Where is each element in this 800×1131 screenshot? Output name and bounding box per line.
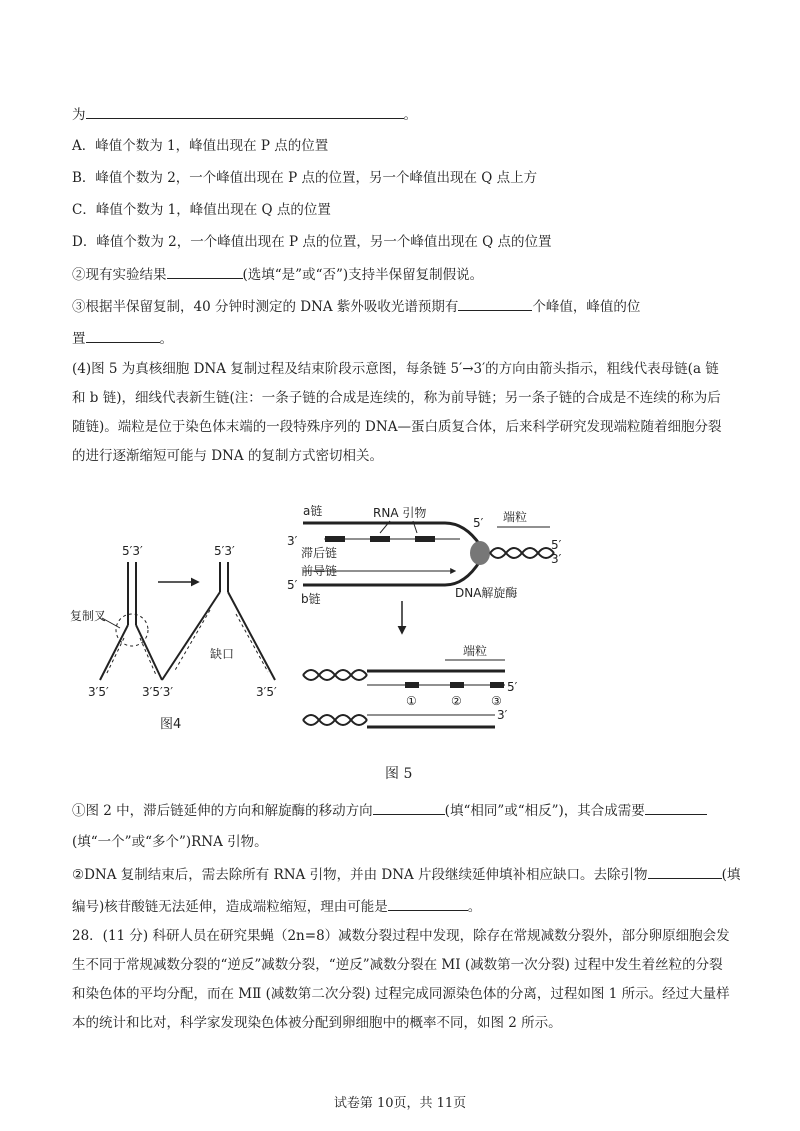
label-1: ① bbox=[406, 694, 417, 708]
item-2-text-a: ②现有实验结果 bbox=[72, 267, 167, 283]
question-2 bbox=[72, 864, 741, 885]
fig4-left-diagram bbox=[70, 544, 162, 699]
question-2-cont bbox=[72, 896, 732, 917]
blank bbox=[86, 104, 404, 119]
fig4-label-top-right: 5′3′ bbox=[214, 544, 235, 558]
blank bbox=[167, 264, 243, 279]
fig4-bottom-left: 3′5′ bbox=[88, 685, 109, 699]
label-3: ③ bbox=[491, 694, 502, 708]
three-prime-top: 3′ bbox=[287, 534, 298, 548]
fig4-caption: 图4 bbox=[160, 717, 182, 732]
three-prime-right: 3′ bbox=[551, 552, 562, 566]
blank bbox=[458, 296, 532, 311]
option-b: B．峰值个数为 2，一个峰值出现在 P 点的位置，另一个峰值出现在 Q 点上方 bbox=[72, 170, 538, 186]
fig4-bottom-mid: 3′5′3′ bbox=[142, 685, 174, 699]
helicase-shape bbox=[470, 541, 490, 565]
item-3-cont bbox=[72, 328, 732, 349]
five-prime-top: 5′ bbox=[473, 516, 484, 530]
figure-4 bbox=[70, 530, 300, 740]
item-2 bbox=[72, 264, 732, 285]
lagging-label: 滞后链 bbox=[301, 546, 338, 560]
leading-label: 前导链 bbox=[301, 564, 338, 578]
q2-text-d: 。 bbox=[467, 899, 482, 915]
option-a: A．峰值个数为 1，峰值出现在 P 点的位置 bbox=[72, 138, 329, 154]
telomere-label-top: 端粒 bbox=[503, 510, 528, 524]
item-3-text-c: 置 bbox=[72, 331, 86, 347]
blank bbox=[645, 800, 707, 815]
option-c: C．峰值个数为 1，峰值出现在 Q 点的位置 bbox=[72, 202, 331, 218]
question-1-cont: (填“一个”或“多个”)RNA 引物。 bbox=[72, 834, 268, 850]
part-4-paragraph: (4)图 5 为真核细胞 DNA 复制过程及结束阶段示意图，每条链 5′→3′的方向由箭头指示，粗线代表母链(a 链和 b 链)，细线代表新生链(注：一条子链的合成是连续的，称为前导链；另一条子链的合成是不连续的称为后随链)。端粒是位于染色体末端的一段特殊序列的 DNA—蛋白质复合体，后来科学研究发现端粒随着细胞分裂的进行逐渐缩短可能与 DNA 的复制方式密切相关。 bbox=[72, 361, 722, 464]
answer-line-wei: 为 。 bbox=[72, 104, 732, 125]
five-prime-bottom: 5′ bbox=[507, 680, 518, 694]
item-3-text-d: 。 bbox=[159, 331, 173, 347]
page-footer: 试卷第 10页，共 11页 bbox=[333, 1096, 467, 1111]
rna-primer-label: RNA 引物 bbox=[373, 506, 427, 520]
telomere-label-bottom: 端粒 bbox=[463, 644, 488, 658]
fig4-right-diagram bbox=[142, 544, 277, 699]
q2-text-b: (填 bbox=[721, 867, 741, 883]
figure-5 bbox=[285, 505, 575, 750]
option-d: D．峰值个数为 2，一个峰值出现在 P 点的位置，另一个峰值出现在 Q 点的位置 bbox=[72, 234, 552, 250]
five-prime-left: 5′ bbox=[287, 578, 298, 592]
item-3-text-a: ③根据半保留复制，40 分钟时测定的 DNA 紫外吸收光谱预期有 bbox=[72, 299, 459, 315]
gap-label: 缺口 bbox=[210, 647, 235, 661]
blank bbox=[373, 800, 445, 815]
blank bbox=[388, 896, 468, 911]
blank bbox=[648, 864, 722, 879]
q1-text-b: (填“相同”或“相反”)，其合成需要 bbox=[444, 803, 645, 819]
q1-text-a: ①图 2 中，滞后链延伸的方向和解旋酶的移动方向 bbox=[72, 803, 373, 819]
three-prime-bottom: 3′ bbox=[497, 708, 508, 722]
question-1 bbox=[72, 800, 732, 821]
fig4-bottom-right: 3′5′ bbox=[256, 685, 277, 699]
item-3-text-b: 个峰值，峰值的位 bbox=[532, 299, 641, 315]
helicase-label: DNA解旋酶 bbox=[455, 586, 518, 600]
item-2-text-b: (选填“是”或“否”)支持半保留复制假说。 bbox=[242, 267, 484, 283]
fig4-label-top-left: 5′3′ bbox=[122, 544, 143, 558]
blank bbox=[86, 328, 160, 343]
question-28-paragraph: 28．(11 分) 科研人员在研究果蝇（2n=8）减数分裂过程中发现，除存在常规减数分裂外，部分卵原细胞会发生不同于常规减数分裂的“逆反”减数分裂，“逆反”减数分裂在 MⅠ (减数第一次分裂) 过程中发生着丝粒的分裂和染色体的平均分配，而在 MⅡ (减数第二次分裂) 过程完成同源染色体的分离，过程如图 1 所示。经过大量样本的统计和比对，科学家发现染色体被分配到卵细胞中的概率不同，如图 2 所示。 bbox=[72, 928, 730, 1031]
fig5-caption: 图 5 bbox=[385, 766, 413, 782]
q2-text-c: 编号)核苷酸链无法延伸，造成端粒缩短，理由可能是 bbox=[72, 899, 388, 915]
a-chain-label: a链 bbox=[303, 505, 323, 518]
label-2: ② bbox=[451, 694, 462, 708]
fork-label: 复制叉 bbox=[70, 609, 107, 623]
five-prime-right: 5′ bbox=[551, 538, 562, 552]
q2-text-a: ②DNA 复制结束后，需去除所有 RNA 引物，并由 DNA 片段继续延伸填补相应缺口。去除引物 bbox=[72, 867, 648, 883]
item-3 bbox=[72, 296, 732, 317]
b-chain-label: b链 bbox=[301, 592, 321, 606]
text-wei: 为 bbox=[72, 107, 86, 123]
